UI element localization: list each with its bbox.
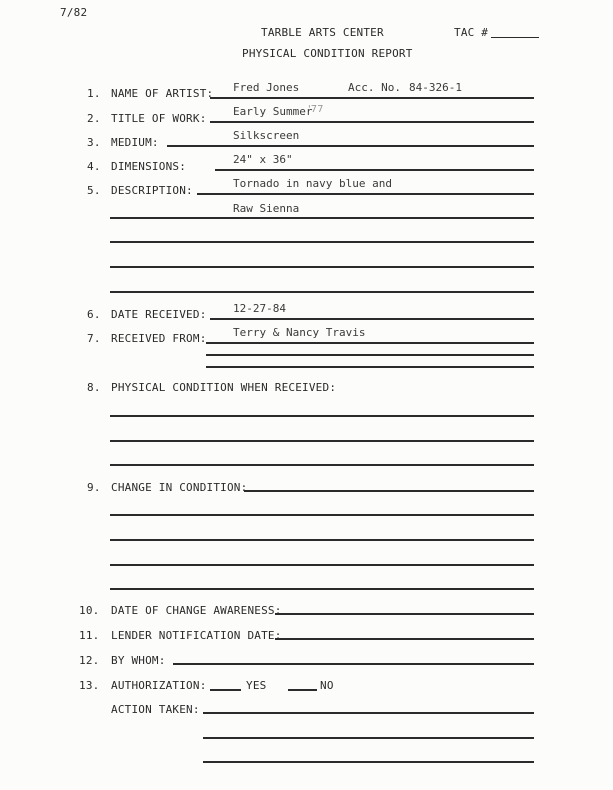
received-from-line-1[interactable]	[206, 342, 534, 344]
field-8-number: 8.	[87, 381, 101, 394]
change-in-condition-line-5[interactable]	[110, 588, 534, 590]
medium-line[interactable]	[167, 145, 534, 147]
authorization-no-label: NO	[320, 679, 334, 692]
artist-value: Fred Jones	[233, 81, 300, 94]
received-from-label: RECEIVED FROM:	[111, 332, 207, 345]
authorization-no-line[interactable]	[288, 689, 317, 691]
field-2-number: 2.	[87, 112, 101, 125]
date-received-line[interactable]	[210, 318, 534, 320]
action-taken-label: ACTION TAKEN:	[111, 703, 200, 716]
change-in-condition-line-2[interactable]	[110, 514, 534, 516]
title-year-handwritten: '77	[308, 104, 324, 115]
description-line-2[interactable]	[110, 217, 534, 219]
change-in-condition-line-3[interactable]	[110, 539, 534, 541]
report-title: PHYSICAL CONDITION REPORT	[242, 47, 413, 60]
field-10-number: 10.	[79, 604, 100, 617]
org-name: TARBLE ARTS CENTER	[261, 26, 384, 39]
title-of-work-label: TITLE OF WORK:	[111, 112, 207, 125]
medium-value: Silkscreen	[233, 129, 300, 142]
field-13-number: 13.	[79, 679, 100, 692]
field-7-number: 7.	[87, 332, 101, 345]
field-11-number: 11.	[79, 629, 100, 642]
action-taken-line-1[interactable]	[203, 712, 534, 714]
authorization-yes-line[interactable]	[210, 689, 241, 691]
field-12-number: 12.	[79, 654, 100, 667]
physical-condition-line-3[interactable]	[110, 464, 534, 466]
action-taken-line-3[interactable]	[203, 761, 534, 763]
action-taken-line-2[interactable]	[203, 737, 534, 739]
lender-notification-line[interactable]	[275, 638, 534, 640]
acc-no-label: Acc. No.	[348, 81, 401, 94]
tac-label: TAC #	[454, 26, 489, 39]
medium-label: MEDIUM:	[111, 136, 159, 149]
dimensions-line[interactable]	[215, 169, 534, 171]
acc-no-value: 84-326-1	[409, 81, 462, 94]
physical-condition-line-1[interactable]	[110, 415, 534, 417]
change-in-condition-line-1[interactable]	[244, 490, 534, 492]
artist-label: NAME OF ARTIST:	[111, 87, 214, 100]
description-value-line1: Tornado in navy blue and	[233, 177, 392, 190]
lender-notification-label: LENDER NOTIFICATION DATE:	[111, 629, 282, 642]
dimensions-value: 24" x 36"	[233, 153, 293, 166]
by-whom-label: BY WHOM:	[111, 654, 166, 667]
description-line-4[interactable]	[110, 266, 534, 268]
description-label: DESCRIPTION:	[111, 184, 193, 197]
field-6-number: 6.	[87, 308, 101, 321]
title-of-work-line[interactable]	[210, 121, 534, 123]
artist-line[interactable]	[210, 97, 534, 99]
by-whom-line[interactable]	[173, 663, 534, 665]
change-awareness-label: DATE OF CHANGE AWARENESS:	[111, 604, 282, 617]
description-line-3[interactable]	[110, 241, 534, 243]
description-value-line2: Raw Sienna	[233, 202, 300, 215]
title-of-work-value: Early Summer	[233, 105, 313, 118]
description-line-1[interactable]	[197, 193, 534, 195]
authorization-label: AUTHORIZATION:	[111, 679, 207, 692]
field-3-number: 3.	[87, 136, 101, 149]
change-in-condition-line-4[interactable]	[110, 564, 534, 566]
field-4-number: 4.	[87, 160, 101, 173]
field-9-number: 9.	[87, 481, 101, 494]
received-from-value: Terry & Nancy Travis	[233, 326, 366, 339]
field-5-number: 5.	[87, 184, 101, 197]
change-awareness-line[interactable]	[275, 613, 534, 615]
received-from-line-3[interactable]	[206, 366, 534, 368]
received-from-line-2[interactable]	[206, 354, 534, 356]
authorization-yes-label: YES	[246, 679, 267, 692]
field-1-number: 1.	[87, 87, 101, 100]
change-in-condition-label: CHANGE IN CONDITION:	[111, 481, 248, 494]
tac-number-line[interactable]	[491, 37, 539, 38]
physical-condition-line-2[interactable]	[110, 440, 534, 442]
form-date-code: 7/82	[60, 6, 88, 19]
dimensions-label: DIMENSIONS:	[111, 160, 187, 173]
date-received-value: 12-27-84	[233, 302, 286, 315]
physical-condition-label: PHYSICAL CONDITION WHEN RECEIVED:	[111, 381, 337, 394]
date-received-label: DATE RECEIVED:	[111, 308, 207, 321]
description-line-5[interactable]	[110, 291, 534, 293]
